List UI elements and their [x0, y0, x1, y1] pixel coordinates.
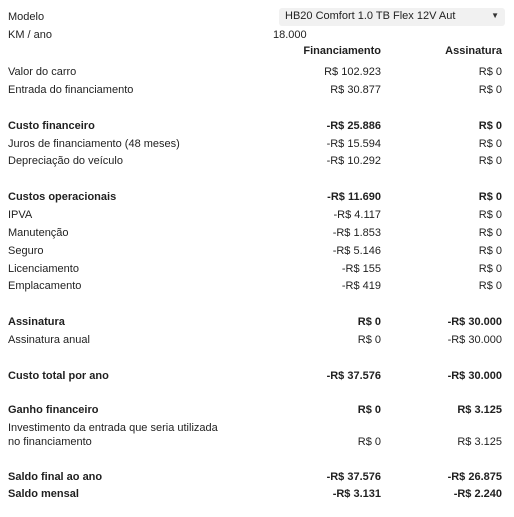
row-financing-value: R$ 0 — [357, 436, 381, 448]
row-financing-value: -R$ 1.853 — [332, 227, 381, 239]
row-financing-value: R$ 0 — [357, 334, 381, 346]
row-financing-value: R$ 102.923 — [324, 66, 381, 78]
row-financing-value: -R$ 4.117 — [333, 209, 381, 221]
row-label: Emplacamento — [8, 280, 82, 292]
section-financing-value: R$ 0 — [357, 316, 381, 328]
row-label: Manutenção — [8, 227, 69, 239]
row-label: Entrada do financiamento — [8, 84, 134, 96]
row-subscription-value: R$ 0 — [478, 263, 502, 275]
model-select[interactable] — [279, 8, 505, 26]
section-subscription-value: -R$ 30.000 — [447, 316, 502, 328]
chevron-down-icon: ▼ — [491, 11, 499, 20]
row-subscription-value: R$ 0 — [478, 227, 502, 239]
row-subscription-value: R$ 0 — [478, 84, 502, 96]
section-label: Saldo final ao ano — [8, 471, 103, 483]
row-financing-value: -R$ 5.146 — [332, 245, 381, 257]
row-label: Depreciação do veículo — [8, 155, 123, 167]
row-financing-value: -R$ 419 — [341, 280, 381, 292]
row-label: Assinatura anual — [8, 334, 90, 346]
row-label: Valor do carro — [8, 66, 77, 78]
section-financing-value: -R$ 3.131 — [332, 488, 381, 500]
section-label: Assinatura — [8, 316, 65, 328]
section-label: Saldo mensal — [8, 488, 79, 500]
column-header-subscription: Assinatura — [445, 45, 502, 57]
row-subscription-value: R$ 0 — [478, 155, 502, 167]
row-financing-value: -R$ 15.594 — [326, 138, 381, 150]
row-subscription-value: R$ 0 — [478, 209, 502, 221]
model-label: Modelo — [8, 11, 45, 23]
row-financing-value: -R$ 10.292 — [326, 155, 381, 167]
row-label-line2: no financiamento — [8, 436, 92, 448]
km-value: 18.000 — [273, 29, 307, 41]
section-subscription-value: -R$ 2.240 — [453, 488, 502, 500]
row-subscription-value: -R$ 30.000 — [447, 334, 502, 346]
section-label: Ganho financeiro — [8, 404, 99, 416]
section-subscription-value: R$ 3.125 — [457, 404, 502, 416]
section-subscription-value: -R$ 30.000 — [447, 370, 502, 382]
row-subscription-value: R$ 3.125 — [457, 436, 502, 448]
row-label: Seguro — [8, 245, 44, 257]
row-financing-value: R$ 30.877 — [330, 84, 381, 96]
model-select-value: HB20 Comfort 1.0 TB Flex 12V Aut — [285, 10, 456, 22]
column-header-financing: Financiamento — [303, 45, 381, 57]
row-subscription-value: R$ 0 — [478, 138, 502, 150]
section-label: Custo financeiro — [8, 120, 95, 132]
row-label: Juros de financiamento (48 meses) — [8, 138, 180, 150]
row-subscription-value: R$ 0 — [478, 66, 502, 78]
row-label: Investimento da entrada que seria utilizada — [8, 422, 218, 434]
section-financing-value: -R$ 37.576 — [326, 471, 381, 483]
section-label: Custos operacionais — [8, 191, 117, 203]
row-subscription-value: R$ 0 — [478, 280, 502, 292]
km-label: KM / ano — [8, 29, 53, 41]
section-financing-value: -R$ 25.886 — [326, 120, 381, 132]
section-subscription-value: -R$ 26.875 — [447, 471, 502, 483]
section-financing-value: R$ 0 — [357, 404, 381, 416]
row-label: IPVA — [8, 209, 33, 221]
row-financing-value: -R$ 155 — [341, 263, 381, 275]
section-subscription-value: R$ 0 — [478, 191, 502, 203]
row-subscription-value: R$ 0 — [478, 245, 502, 257]
section-label: Custo total por ano — [8, 370, 109, 382]
section-financing-value: -R$ 11.690 — [327, 191, 381, 203]
row-label: Licenciamento — [8, 263, 79, 275]
section-subscription-value: R$ 0 — [478, 120, 502, 132]
section-financing-value: -R$ 37.576 — [326, 370, 381, 382]
